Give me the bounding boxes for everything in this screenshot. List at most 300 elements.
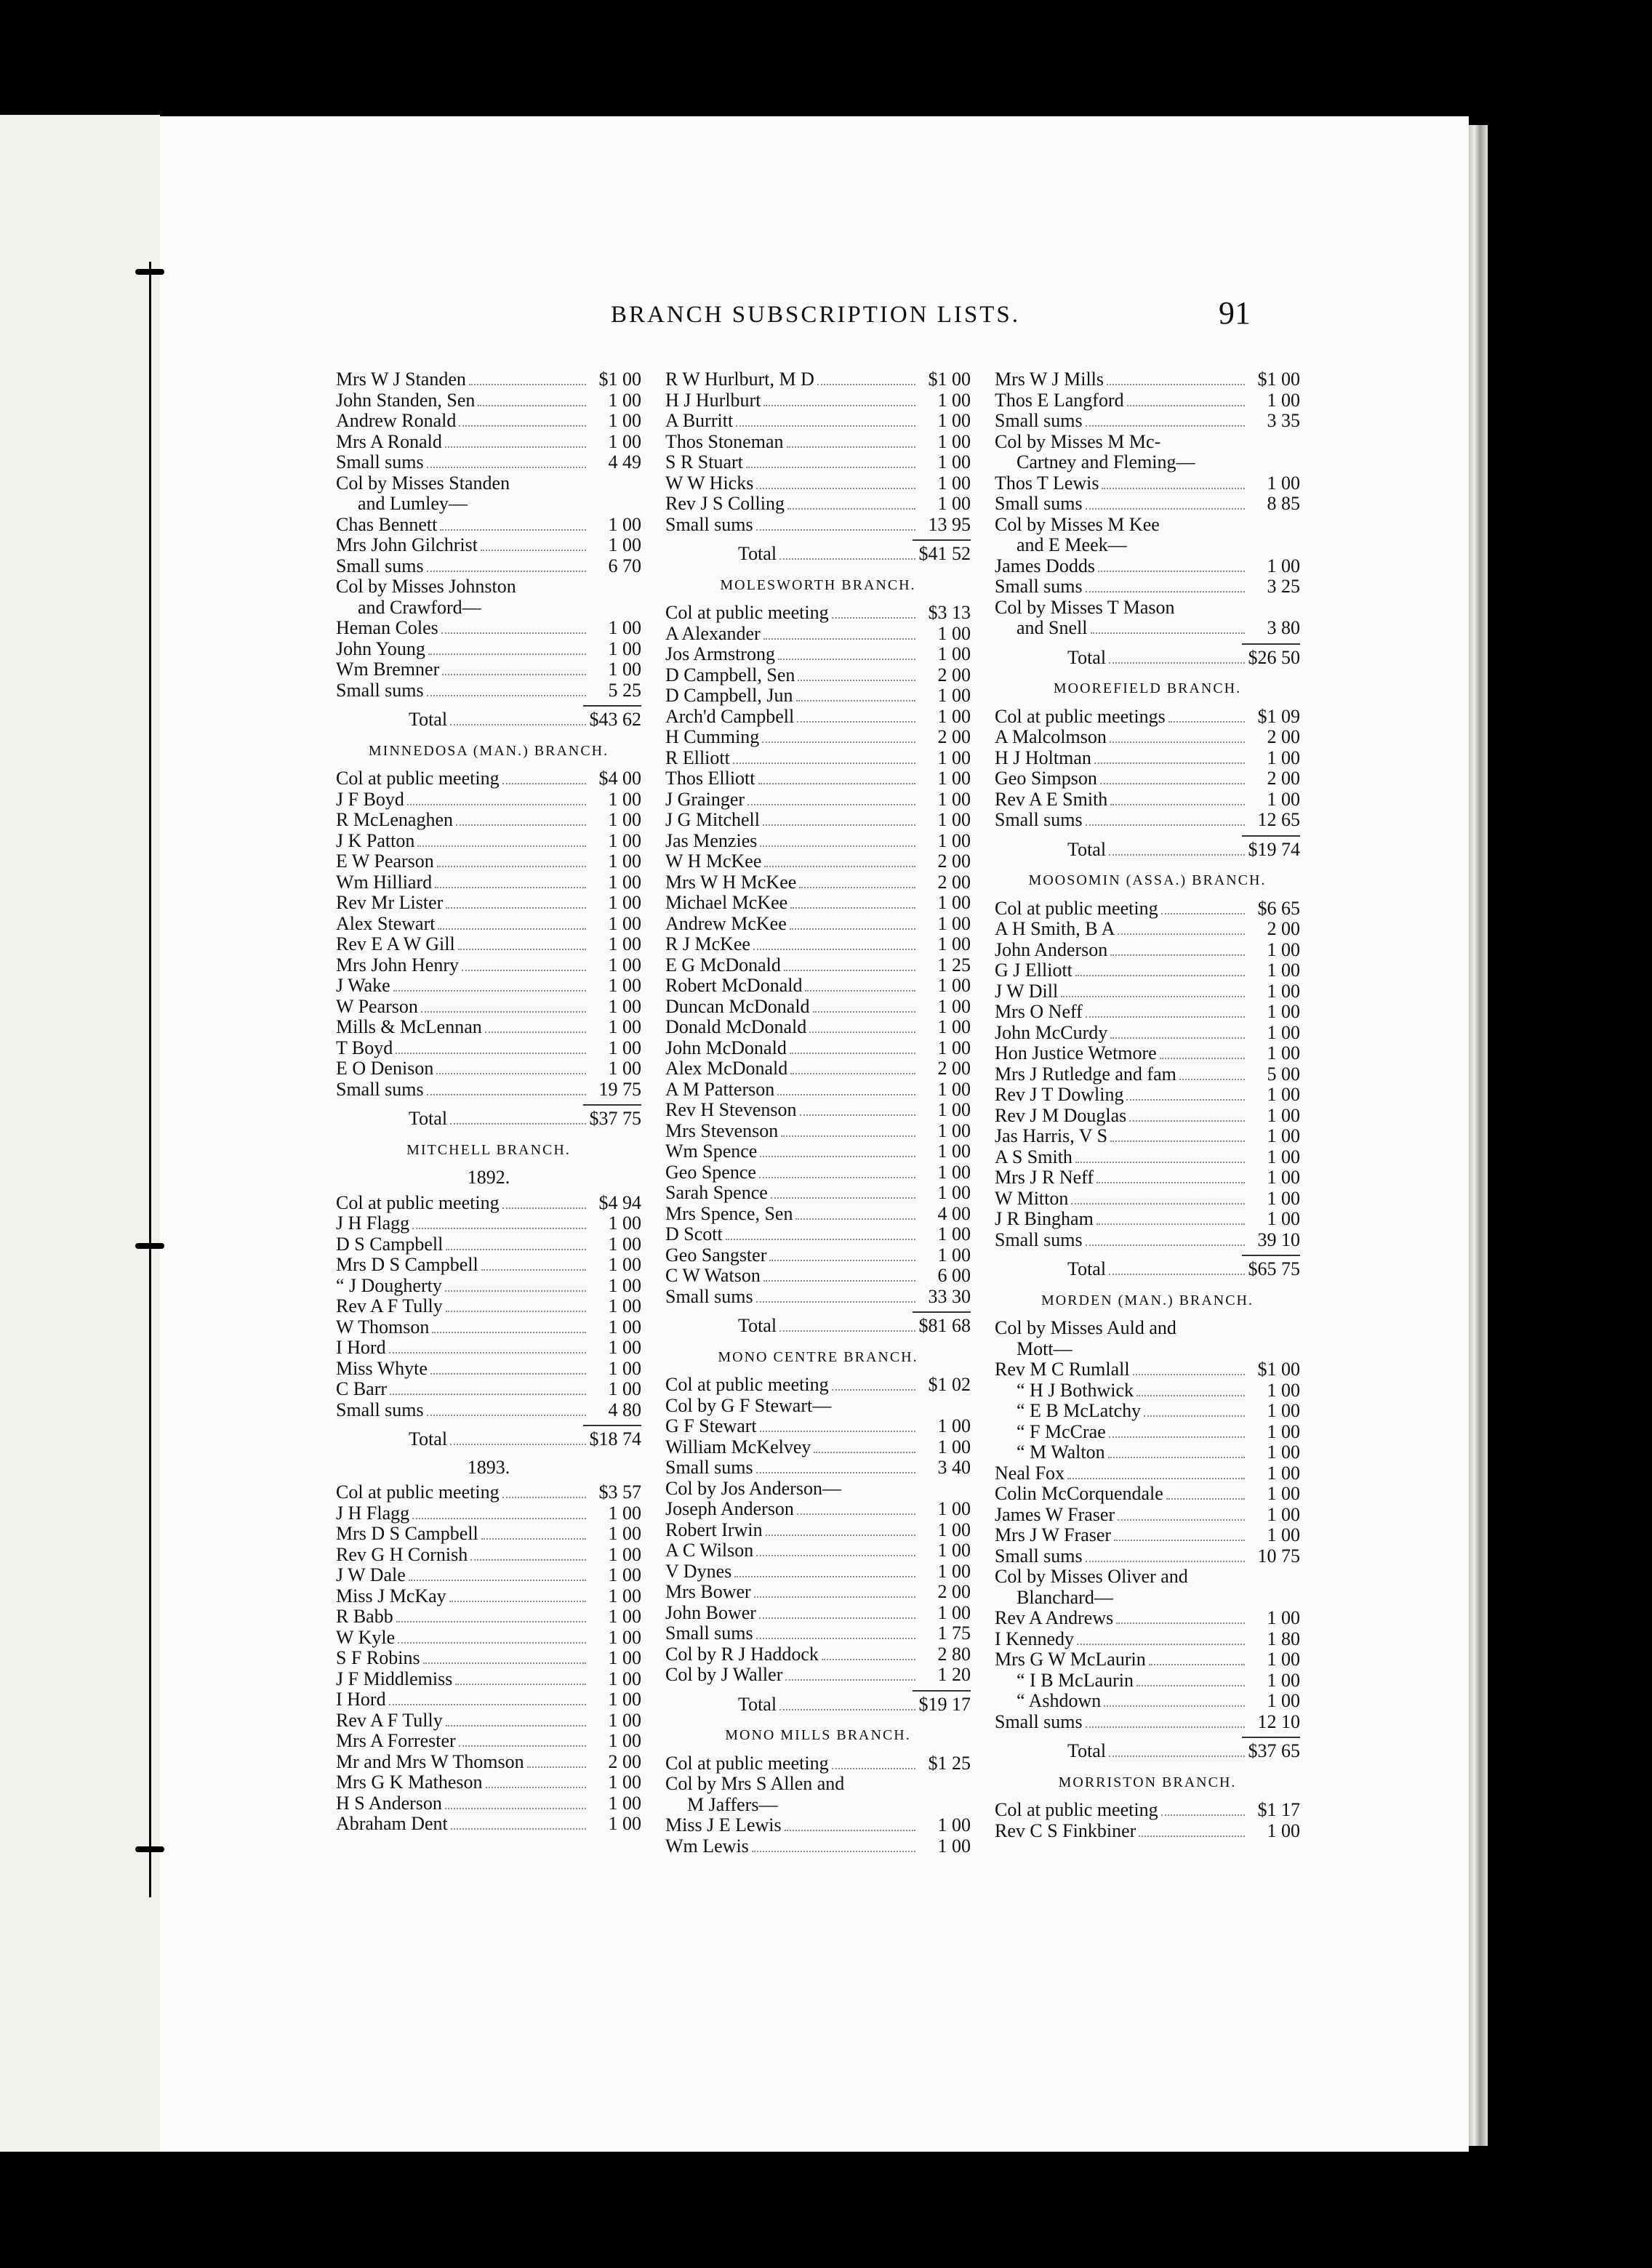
page-edge-stack (1469, 125, 1488, 2146)
dot-leader (469, 384, 586, 385)
entry-name: Andrew Ronald (336, 410, 457, 431)
branch-section (665, 575, 971, 1337)
entry-name: E O Denison (336, 1058, 434, 1079)
entry-amount: $1 00 (598, 369, 641, 390)
entry-name: W Kyle (336, 1626, 396, 1648)
subscription-entry (665, 1287, 971, 1308)
entry-name: Rev A F Tully (336, 1295, 443, 1316)
branch-section (665, 369, 971, 565)
entry-amount: 2 00 (937, 1581, 971, 1602)
branch-heading: MITCHELL BRANCH. (406, 1141, 571, 1158)
dot-leader (1077, 1644, 1245, 1645)
entry-amount: 3 25 (1267, 576, 1300, 597)
branch-section (995, 870, 1300, 1280)
entry-amount: 5 25 (608, 679, 641, 701)
dot-leader (762, 741, 915, 743)
total-row (995, 1259, 1300, 1280)
dot-leader (427, 467, 586, 468)
entry-amount: 1 00 (1267, 1524, 1300, 1545)
subscription-entry (665, 1058, 971, 1079)
entry-name: D Campbell, Sen (665, 664, 795, 685)
entry-name: Miss J McKay (336, 1585, 446, 1606)
branch-heading: MORDEN (MAN.) BRANCH. (1040, 1292, 1254, 1308)
entry-amount: 1 00 (937, 1436, 971, 1457)
subscription-entry (336, 1058, 641, 1079)
dot-leader (798, 680, 915, 681)
subscription-entry (336, 1296, 641, 1317)
dot-leader (766, 1535, 915, 1536)
entry-amount: 1 00 (608, 975, 641, 996)
entry-name: Geo Simpson (995, 768, 1097, 789)
entry-name: Thos Elliott (665, 768, 755, 789)
entry-amount: $1 17 (1257, 1799, 1300, 1820)
dot-leader (753, 949, 915, 950)
entry-amount: 1 00 (1267, 1690, 1300, 1711)
entry-amount: 1 00 (608, 1337, 641, 1358)
subscription-entry (336, 789, 641, 811)
entry-name: Wm Bremner (336, 659, 440, 680)
dot-leader (446, 1311, 586, 1312)
subscription-entry (336, 473, 641, 494)
dot-leader (790, 1053, 915, 1054)
entry-name: E G McDonald (665, 954, 781, 976)
subscription-entry (665, 1245, 971, 1266)
entry-name: Mrs A Ronald (336, 430, 442, 452)
subscription-entry (665, 1499, 971, 1520)
entry-name: J Wake (336, 975, 390, 996)
entry-amount: 1 00 (608, 1647, 641, 1668)
subscription-entry (336, 976, 641, 997)
dot-leader (445, 1290, 586, 1292)
dot-leader (438, 928, 586, 930)
subscription-entry (336, 810, 641, 831)
entry-amount: $4 94 (598, 1191, 641, 1213)
entry-amount: $6 65 (1257, 897, 1300, 919)
subscription-entry (336, 390, 641, 411)
subscription-entry (995, 960, 1300, 981)
subscription-entry (665, 1224, 971, 1245)
entry-name: W Mitton (995, 1187, 1069, 1209)
dot-leader (396, 1053, 586, 1054)
branch-heading: MONO MILLS BRANCH. (725, 1727, 911, 1743)
entry-name: Col by Misses Standen (336, 472, 510, 494)
dot-leader (1108, 1457, 1245, 1458)
subscription-entry (665, 644, 971, 665)
entry-amount: 1 00 (608, 1254, 641, 1275)
subscription-entry (995, 1318, 1300, 1339)
entry-name: I Hord (336, 1689, 386, 1710)
entry-amount: 1 00 (608, 788, 641, 810)
dot-leader (412, 1518, 586, 1519)
entry-name: Rev J S Colling (665, 493, 785, 514)
dot-leader (758, 783, 916, 784)
entry-amount: 1 20 (937, 1664, 971, 1685)
entry-name: Mr and Mrs W Thomson (336, 1750, 524, 1772)
subscription-entry (995, 1422, 1300, 1443)
entry-amount: 1 00 (608, 1295, 641, 1316)
dot-leader (409, 1580, 586, 1581)
subscription-entry (665, 1582, 971, 1603)
entry-name: Small sums (665, 1622, 753, 1644)
dot-leader (1168, 721, 1245, 723)
subscription-entry (995, 1002, 1300, 1023)
entry-name: James Dodds (995, 555, 1095, 576)
entry-amount: 1 00 (1267, 1649, 1300, 1670)
entry-name: “ M Walton (1017, 1441, 1105, 1463)
subscription-entry (995, 1588, 1300, 1609)
entry-amount: 1 00 (937, 451, 971, 472)
entry-amount: 1 00 (608, 1037, 641, 1058)
subscription-entry (995, 940, 1300, 961)
subscription-entry (336, 411, 641, 432)
entry-name: C W Watson (665, 1265, 761, 1286)
year-heading: 1893. (467, 1456, 510, 1478)
entry-name: D Scott (665, 1223, 723, 1244)
entry-amount: 2 00 (937, 1058, 971, 1079)
entry-amount: 1 00 (608, 1316, 641, 1338)
subscription-entry (995, 1064, 1300, 1085)
entry-amount: 1 80 (1267, 1628, 1300, 1649)
subscription-entry (995, 1567, 1300, 1588)
entry-name: and Snell (1017, 617, 1088, 638)
entry-amount: 1 00 (937, 892, 971, 913)
entry-name: John Bower (665, 1601, 756, 1623)
entry-amount: 1 00 (608, 912, 641, 934)
dot-leader (1161, 1814, 1245, 1816)
subscription-entry (665, 411, 971, 432)
dot-leader (502, 783, 586, 784)
binding-mark (135, 1243, 164, 1249)
entry-name: Mrs John Henry (336, 954, 459, 976)
dot-leader (797, 1513, 915, 1515)
subscription-entry (336, 369, 641, 390)
entry-name: Mrs J W Fraser (995, 1524, 1112, 1545)
running-head: BRANCH SUBSCRIPTION LISTS. (611, 302, 1021, 328)
entry-amount: 1 00 (937, 1099, 971, 1120)
subscription-entry (336, 618, 641, 639)
dot-leader (445, 446, 586, 448)
entry-name: Mrs J R Neff (995, 1167, 1094, 1188)
entry-amount: 1 00 (608, 513, 641, 535)
entry-amount: 1 00 (608, 430, 641, 452)
subscription-entry (995, 1670, 1300, 1692)
dot-leader (428, 654, 586, 655)
branch-section (995, 1772, 1300, 1842)
entry-name: A M Patterson (665, 1078, 775, 1100)
subscription-entry (336, 1772, 641, 1793)
entry-amount: 1 00 (937, 1601, 971, 1623)
entry-amount: 1 00 (608, 1626, 641, 1648)
dot-leader (458, 949, 586, 950)
subscription-entry (995, 1691, 1300, 1712)
subscription-entry (336, 1793, 641, 1814)
dot-leader (1075, 975, 1245, 976)
subscription-entry (336, 1255, 641, 1276)
dot-leader (437, 866, 586, 867)
binding-mark (135, 1846, 164, 1852)
subscription-entry (336, 1276, 641, 1297)
subscription-entry (995, 432, 1300, 453)
subscription-entry (665, 1437, 971, 1458)
entry-amount: 1 00 (608, 1357, 641, 1379)
branch-section (336, 1457, 641, 1835)
subscription-entry (995, 1401, 1300, 1422)
subscription-entry (995, 748, 1300, 769)
dot-leader (455, 1684, 586, 1685)
entry-name: Col by Misses T Mason (995, 596, 1175, 618)
dot-leader (1086, 591, 1245, 592)
dot-leader (407, 804, 586, 805)
dot-leader (769, 1260, 915, 1261)
entry-name: Andrew McKee (665, 912, 787, 934)
subscription-entry (336, 768, 641, 789)
subscription-entry (336, 1669, 641, 1690)
entry-name: “ I B McLaurin (1017, 1669, 1134, 1691)
entry-amount: 1 00 (937, 1037, 971, 1058)
entry-name: Thos E Langford (995, 389, 1124, 411)
entry-name: H S Anderson (336, 1792, 442, 1814)
entry-name: G F Stewart (665, 1415, 757, 1436)
entry-name: Miss Whyte (336, 1357, 428, 1379)
subscription-entry (665, 976, 971, 997)
entry-amount: 1 00 (1267, 1420, 1300, 1442)
dot-leader (1086, 1726, 1245, 1728)
column-1 (336, 369, 641, 1835)
dot-leader (756, 1301, 915, 1303)
dot-leader (778, 659, 915, 660)
dot-leader (785, 1830, 915, 1831)
entry-amount: 1 00 (608, 1689, 641, 1710)
entry-amount: 1 75 (937, 1622, 971, 1644)
dot-leader (756, 1638, 915, 1639)
dot-leader (733, 763, 915, 764)
subscription-entry (336, 1731, 641, 1752)
entry-name: Small sums (995, 1710, 1083, 1732)
entry-name: A S Smith (995, 1146, 1072, 1167)
entry-name: Geo Spence (665, 1161, 756, 1183)
dot-leader (1091, 632, 1246, 634)
entry-amount: 1 00 (1267, 1819, 1300, 1841)
entry-amount: 1 00 (937, 1498, 971, 1519)
entry-name: Mrs Stevenson (665, 1119, 779, 1141)
entry-amount: 1 00 (608, 1058, 641, 1079)
dot-leader (502, 1497, 586, 1498)
entry-name: Thos Stoneman (665, 430, 784, 452)
subscription-entry (995, 1505, 1300, 1526)
subscription-entry (665, 665, 971, 686)
entry-name: Small sums (336, 1078, 424, 1100)
subscription-entry (665, 997, 971, 1018)
entry-amount: 1 00 (937, 685, 971, 706)
dot-leader (1109, 1756, 1245, 1757)
subscription-entry (336, 914, 641, 935)
dot-leader (734, 1576, 915, 1577)
entry-amount: 1 00 (608, 659, 641, 680)
subscription-entry (665, 1162, 971, 1183)
subscription-entry (665, 390, 971, 411)
entry-amount: 1 00 (937, 1519, 971, 1540)
total-row (336, 1109, 641, 1130)
subscription-entry (995, 1608, 1300, 1629)
binding-mark (135, 269, 164, 275)
entry-name: Cartney and Fleming— (1017, 451, 1195, 472)
entry-amount: 1 00 (937, 975, 971, 996)
entry-name: “ J Dougherty (336, 1274, 442, 1296)
subscription-entry (336, 1317, 641, 1338)
dot-leader (432, 1332, 586, 1333)
subscription-entry (995, 1484, 1300, 1505)
entry-name: A Alexander (665, 622, 761, 644)
subscription-entry (995, 1463, 1300, 1484)
dot-leader (726, 1239, 915, 1240)
dot-leader (436, 1073, 586, 1074)
branch-section (336, 741, 641, 1130)
dot-leader (760, 1156, 915, 1157)
entry-amount: 33 30 (928, 1285, 971, 1307)
entry-amount: 2 80 (937, 1643, 971, 1665)
total-amount: $19 74 (1248, 838, 1300, 860)
entry-amount: 2 00 (937, 664, 971, 685)
dot-leader (1160, 1058, 1245, 1059)
subscription-entry (995, 1023, 1300, 1044)
dot-leader (736, 425, 915, 427)
dot-leader (450, 1444, 586, 1445)
entry-name: John Anderson (995, 938, 1108, 960)
entry-name: Mrs O Neff (995, 1001, 1083, 1022)
dot-leader (427, 1415, 586, 1416)
subscription-entry (665, 1416, 971, 1437)
entry-amount: 1 00 (608, 1668, 641, 1689)
entry-amount: 1 00 (608, 1016, 641, 1037)
entry-amount: 6 00 (937, 1265, 971, 1286)
entry-name: Hon Justice Wetmore (995, 1042, 1157, 1063)
dot-leader (1094, 763, 1245, 764)
dot-leader (746, 467, 915, 468)
subscription-entry (995, 1712, 1300, 1733)
entry-name: Col at public meeting (336, 768, 500, 789)
dot-leader (752, 1851, 915, 1852)
entry-name: Col at public meeting (665, 1752, 829, 1774)
subscription-entry (336, 1565, 641, 1586)
entry-name: John McDonald (665, 1037, 787, 1058)
entry-name: T Boyd (336, 1037, 393, 1058)
subscription-entry (995, 789, 1300, 811)
subscription-entry (336, 1648, 641, 1669)
entry-amount: 1 00 (608, 871, 641, 893)
subscription-entry (995, 1209, 1300, 1230)
branch-section (995, 1290, 1300, 1762)
dot-leader (1179, 1079, 1245, 1080)
entry-name: Small sums (336, 451, 424, 472)
entry-name: Rev J M Douglas (995, 1104, 1127, 1126)
subscription-entry (336, 598, 641, 619)
entry-amount: 1 00 (1267, 1001, 1300, 1022)
entry-amount: 1 00 (608, 410, 641, 431)
entry-amount: 1 00 (608, 1543, 641, 1565)
entry-name: Mrs John Gilchrist (336, 534, 478, 555)
entry-name: Col by Mrs S Allen and (665, 1773, 845, 1794)
entry-amount: $1 00 (1257, 1359, 1300, 1380)
dot-leader (763, 638, 915, 640)
total-row (995, 648, 1300, 669)
entry-amount: 1 00 (608, 1233, 641, 1255)
entry-amount: 10 75 (1257, 1545, 1300, 1567)
dot-leader (456, 824, 586, 826)
entry-name: John Standen, Sen (336, 389, 476, 411)
dot-leader (790, 1073, 915, 1074)
dot-leader (1100, 783, 1245, 784)
subscription-entry (336, 955, 641, 976)
total-label: Total (738, 1315, 777, 1336)
subscription-entry (336, 893, 641, 914)
total-label: Total (1067, 1740, 1107, 1761)
subscription-entry (336, 639, 641, 660)
entry-name: Michael McKee (665, 892, 788, 913)
entry-amount: 1 00 (937, 1078, 971, 1100)
dot-leader (442, 674, 586, 675)
entry-amount: 1 00 (1267, 1400, 1300, 1421)
dot-leader (1086, 1244, 1245, 1246)
entry-name: Col by Misses Auld and (995, 1317, 1176, 1338)
dot-leader (1116, 1622, 1245, 1624)
dot-leader (809, 1032, 915, 1033)
subscription-entry (995, 1230, 1300, 1251)
subscription-entry (995, 810, 1300, 831)
entry-amount: 1 00 (1267, 1146, 1300, 1167)
dot-leader (462, 970, 586, 971)
dot-leader (799, 887, 915, 888)
entry-name: Rev A E Smith (995, 788, 1108, 810)
subscription-entry (995, 576, 1300, 598)
dot-leader (1075, 1162, 1245, 1163)
dot-leader (785, 1679, 915, 1681)
entry-amount: 1 00 (608, 954, 641, 976)
entry-amount: 1 00 (1267, 472, 1300, 494)
branch-heading: MONO CENTRE BRANCH. (718, 1348, 918, 1365)
dot-leader (398, 1642, 586, 1644)
entry-amount: 1 00 (1267, 1503, 1300, 1525)
subscription-entry (995, 452, 1300, 473)
dot-leader (1110, 1141, 1245, 1142)
entry-name: Colin McCorquendale (995, 1483, 1163, 1504)
dot-leader (822, 1659, 915, 1660)
entry-amount: 1 00 (1267, 960, 1300, 981)
entry-name: Miss J E Lewis (665, 1814, 782, 1835)
subscription-entry (665, 831, 971, 852)
entry-amount: $4 00 (598, 768, 641, 789)
subscription-entry (665, 603, 971, 624)
dot-leader (1136, 1395, 1245, 1396)
dot-leader (759, 1177, 915, 1178)
total-amount: $65 75 (1248, 1258, 1300, 1279)
subscription-entry (336, 494, 641, 515)
subscription-entry (995, 1167, 1300, 1189)
entry-name: Alex Stewart (336, 912, 436, 934)
entry-amount: 1 00 (608, 995, 641, 1017)
dot-leader (481, 1538, 586, 1540)
entry-name: C Barr (336, 1378, 388, 1399)
entry-name: Small sums (665, 1457, 753, 1478)
dot-leader (445, 1808, 586, 1809)
subscription-entry (995, 1043, 1300, 1064)
dot-leader (763, 824, 915, 826)
total-row (995, 1741, 1300, 1762)
subscription-entry (336, 1503, 641, 1524)
subscription-entry (665, 1183, 971, 1204)
dot-leader (832, 1389, 915, 1391)
branch-section (995, 369, 1300, 668)
dot-leader (1110, 954, 1245, 956)
